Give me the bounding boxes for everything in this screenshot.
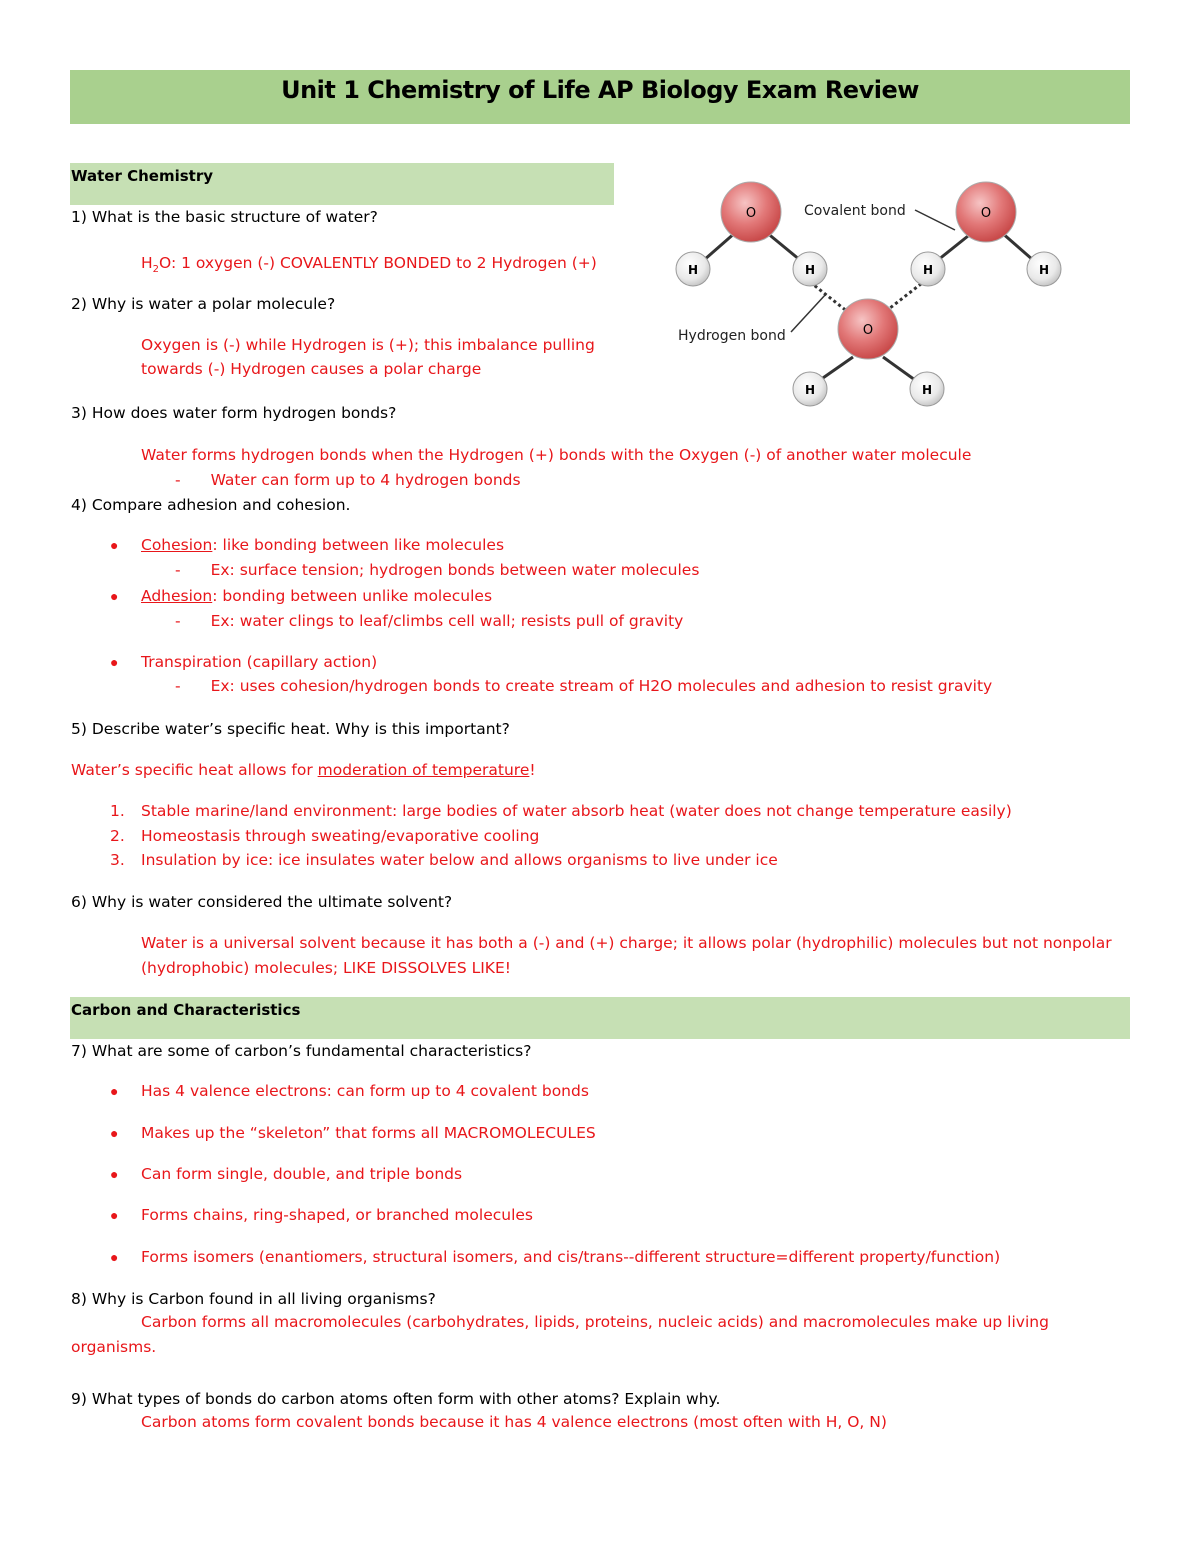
adhesion-item: Adhesion: bonding between unlike molecules [141, 587, 493, 605]
hydrogen-atom [793, 372, 827, 406]
answer-3: Water forms hydrogen bonds when the Hydrogen (+) bonds with the Oxygen (-) of another water molecule [141, 446, 972, 464]
hydrogen-bond-label: Hydrogen bond [678, 328, 786, 344]
adhesion-example: - Ex: water clings to leaf/climbs cell wall; resists pull of gravity [175, 612, 684, 630]
list-number: 1. [110, 802, 125, 820]
section-title-water: Water Chemistry [71, 167, 214, 185]
bullet-icon: ● [110, 1166, 119, 1182]
covalent-label-pointer [915, 210, 955, 230]
cohesion-item: Cohesion: like bonding between like molecules [141, 536, 505, 554]
carbon-characteristic: Has 4 valence electrons: can form up to 4 covalent bonds [141, 1082, 589, 1100]
carbon-characteristic: Forms isomers (enantiomers, structural isomers, and cis/trans--different structure=different property/function) [141, 1248, 1001, 1266]
hydrogen-atom [910, 372, 944, 406]
specific-heat-item: Insulation by ice: ice insulates water below and allows organisms to live under ice [141, 851, 778, 869]
oxygen-symbol: O [745, 206, 757, 221]
question-4: 4) Compare adhesion and cohesion. [71, 496, 351, 514]
question-6: 6) Why is water considered the ultimate solvent? [71, 893, 453, 911]
specific-heat-item: Homeostasis through sweating/evaporative cooling [141, 827, 540, 845]
question-1: 1) What is the basic structure of water? [71, 208, 378, 226]
hydrogen-symbol: H [804, 383, 816, 397]
cohesion-example: - Ex: surface tension; hydrogen bonds between water molecules [175, 561, 700, 579]
hydrogen-label-pointer [791, 294, 826, 332]
oxygen-atom [956, 182, 1016, 242]
bullet-icon: ● [110, 537, 119, 553]
oxygen-atom [721, 182, 781, 242]
transpiration-example: - Ex: uses cohesion/hydrogen bonds to create stream of H2O molecules and adhesion to resist gravity [175, 677, 993, 695]
hydrogen-symbol: H [921, 383, 933, 397]
oxygen-symbol: O [862, 323, 874, 338]
hydrogen-symbol: H [922, 263, 934, 277]
answer-6-line-1: Water is a universal solvent because it has both a (-) and (+) charge; it allows polar (hydrophilic) molecules but not nonpolar [141, 934, 1112, 952]
hydrogen-atom [1027, 252, 1061, 286]
list-number: 2. [110, 827, 125, 845]
hydrogen-symbol: H [687, 263, 699, 277]
answer-9: Carbon atoms form covalent bonds because it has 4 valence electrons (most often with H, O, N) [141, 1413, 887, 1431]
covalent-bond-label: Covalent bond [804, 203, 906, 219]
hydrogen-symbol: H [1038, 263, 1050, 277]
answer-1: $H_2O$: 1 oxygen (-) COVALENTLY BONDED to 2 Hydrogen (+) [141, 254, 597, 276]
transpiration-item: Transpiration (capillary action) [141, 653, 378, 671]
answer-8-line-1: Carbon forms all macromolecules (carbohydrates, lipids, proteins, nucleic acids) and macromolecules make up living [141, 1313, 1049, 1331]
bullet-icon: ● [110, 1207, 119, 1223]
answer-2-line-2: towards (-) Hydrogen causes a polar charge [141, 360, 482, 378]
oxygen-atom [838, 299, 898, 359]
oxygen-symbol: O [980, 206, 992, 221]
answer-2-line-1: Oxygen is (-) while Hydrogen is (+); this imbalance pulling [141, 336, 595, 354]
answer-6-line-2: (hydrophobic) molecules; LIKE DISSOLVES LIKE! [141, 959, 511, 977]
dash-marker: - [175, 471, 181, 489]
question-9: 9) What types of bonds do carbon atoms often form with other atoms? Explain why. [71, 1390, 721, 1408]
question-2: 2) Why is water a polar molecule? [71, 295, 336, 313]
hydrogen-atom [911, 252, 945, 286]
page-title: Unit 1 Chemistry of Life AP Biology Exam Review [281, 76, 919, 104]
question-7: 7) What are some of carbon’s fundamental characteristics? [71, 1042, 532, 1060]
answer-5: Water’s specific heat allows for moderation of temperature! [71, 761, 536, 779]
hydrogen-atom [676, 252, 710, 286]
section-title-carbon: Carbon and Characteristics [71, 1001, 301, 1019]
hydrogen-atom [793, 252, 827, 286]
bullet-icon: ● [110, 1125, 119, 1141]
carbon-characteristic: Makes up the “skeleton” that forms all MACROMOLECULES [141, 1124, 596, 1142]
bullet-icon: ● [110, 588, 119, 604]
hydrogen-symbol: H [804, 263, 816, 277]
carbon-characteristic: Can form single, double, and triple bonds [141, 1165, 463, 1183]
bullet-icon: ● [110, 1249, 119, 1265]
question-3: 3) How does water form hydrogen bonds? [71, 404, 397, 422]
list-number: 3. [110, 851, 125, 869]
carbon-characteristic: Forms chains, ring-shaped, or branched molecules [141, 1206, 534, 1224]
bullet-icon: ● [110, 1083, 119, 1099]
specific-heat-item: Stable marine/land environment: large bodies of water absorb heat (water does not change temperature easily) [141, 802, 1012, 820]
answer-8-line-2: organisms. [71, 1338, 157, 1356]
bullet-icon: ● [110, 654, 119, 670]
water-hydrogen-bond-diagram [668, 172, 1078, 417]
answer-3-subpoint: - Water can form up to 4 hydrogen bonds [175, 471, 521, 489]
question-8: 8) Why is Carbon found in all living organisms? [71, 1290, 436, 1308]
question-5: 5) Describe water’s specific heat. Why is this important? [71, 720, 510, 738]
